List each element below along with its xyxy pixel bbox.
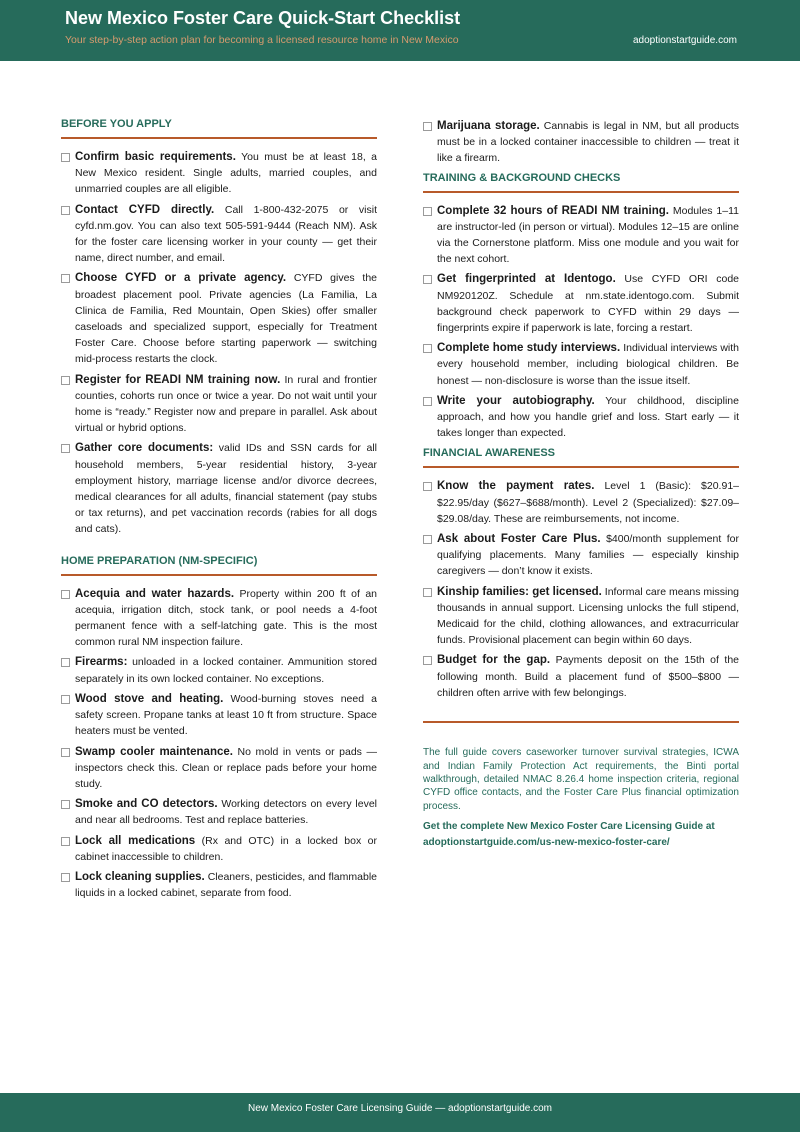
section-title: FINANCIAL AWARENESS: [423, 447, 739, 468]
checkbox[interactable]: [423, 207, 432, 216]
page-subtitle: Your step-by-step action plan for becoming a licensed resource home in New Mexico: [65, 34, 459, 46]
header-site-link[interactable]: adoptionstartguide.com: [633, 35, 737, 46]
checkbox[interactable]: [61, 153, 70, 162]
checkbox[interactable]: [61, 590, 70, 599]
item-lead: Choose CYFD or a private agency.: [75, 272, 287, 285]
item-lead: Confirm basic requirements.: [75, 151, 236, 163]
section-marijuana-continued: [423, 118, 739, 167]
item-lead: Contact CYFD directly.: [75, 203, 215, 216]
item-lead: Ask about Foster Care Plus.: [437, 533, 601, 546]
checklist-item: [61, 691, 377, 740]
section-title: BEFORE YOU APPLY: [61, 118, 377, 139]
item-lead: Complete home study interviews.: [437, 342, 621, 355]
checklist-item: [423, 531, 739, 580]
item-lead: Kinship families: get licensed.: [437, 585, 602, 598]
checklist-item: [61, 586, 377, 651]
item-text: Cannabis is legal in NM, but all products must be in a locked container inaccessible to children — treat it like a firearm.: [437, 120, 739, 165]
checkbox[interactable]: [61, 695, 70, 704]
section-title: TRAINING & BACKGROUND CHECKS: [423, 172, 739, 193]
item-lead: Swamp cooler maintenance.: [75, 745, 233, 758]
item-lead: Write your autobiography.: [437, 394, 595, 407]
checkbox[interactable]: [423, 397, 432, 406]
checkbox[interactable]: [61, 800, 70, 809]
page-footer: [0, 1093, 800, 1132]
checklist-item: [423, 340, 739, 389]
item-text: In rural and frontier counties, cohorts run once or twice a year. Do not wait until your home is “ready.” Register now and prepare in parallel. Ask about virtual or hybrid options.: [75, 373, 378, 435]
checklist-item: [423, 203, 739, 268]
item-text: Your childhood, discipline approach, and how you handle grief and loss. Start early — it takes longer than expected.: [437, 394, 739, 440]
section-before-you-apply: [61, 118, 377, 538]
checklist-item: [61, 744, 377, 793]
item-lead: Acequia and water hazards.: [75, 587, 235, 600]
item-text: (Rx and OTC) in a locked box or cabinet inaccessible to children.: [75, 834, 378, 863]
checklist-item: [61, 440, 377, 537]
item-lead: Know the payment rates.: [437, 480, 595, 493]
left-column: [61, 118, 377, 905]
item-text: valid IDs and SSN cards for all household members, 5-year residential history, 3-year employment history, marriage license and/or divorce decrees, medical clearances for all adults, financial statement (pay stubs or tax returns), and pet vaccination records (rabies for all dogs and cats).: [75, 442, 377, 536]
item-lead: Lock cleaning supplies.: [75, 870, 205, 883]
item-text: Individual interviews with every household member, including biological children. Be honest — non-disclosure is worse than the issue itself.: [437, 342, 739, 387]
checklist: [423, 118, 739, 167]
checklist-item: [423, 393, 739, 442]
checklist-item: [423, 478, 739, 527]
item-text: Modules 1–11 are instructor-led (in person or virtual). Modules 12–15 are online via the Cornerstone platform. Miss one module and you wait for the next cohort.: [437, 204, 740, 266]
item-lead: Budget for the gap.: [437, 654, 551, 667]
item-text: Informal care means missing thousands in annual support. Licensing unlocks the full stipend, Medicaid for the child, clothing allowances, and extracurricular funds. Provisional placement can begin within 60 days.: [437, 585, 740, 647]
item-text: unloaded in a locked container. Ammunition stored separately in its own locked container. No exceptions.: [75, 656, 377, 685]
item-text: Level 1 (Basic): $20.91–$22.95/day ($627–$688/month). Level 2 (Specialized): $27.09–$29.08/day. These are reimbursements, not income.: [437, 480, 739, 525]
checkbox[interactable]: [61, 837, 70, 846]
checklist-item: [61, 869, 377, 901]
checklist-item: [61, 270, 377, 367]
checkbox[interactable]: [61, 748, 70, 757]
checklist-item: [61, 796, 377, 828]
checkbox[interactable]: [423, 275, 432, 284]
checkbox[interactable]: [423, 656, 432, 665]
divider: [423, 721, 739, 723]
item-lead: Firearms:: [75, 656, 128, 669]
checklist: [423, 203, 739, 442]
item-text: No mold in vents or pads — inspectors check this. Clean or replace pads before your home study.: [75, 745, 378, 790]
item-text: Call 1-800-432-2075 or visit cyfd.nm.gov. You can also text 505-591-9444 (Reach NM). Ask for the foster care licensing worker in your county — get their name, direct number, and email.: [75, 203, 378, 265]
checkbox[interactable]: [61, 873, 70, 882]
item-text: Payments deposit on the 15th of the following month. Build a placement fund of $500–$800 — children often arrive with few belongings.: [437, 654, 739, 699]
right-column: [423, 118, 739, 851]
checklist-item: [423, 271, 739, 336]
checkbox[interactable]: [423, 588, 432, 597]
checklist-item: [423, 584, 739, 649]
checklist: [61, 149, 377, 538]
checklist-item: [423, 652, 739, 701]
promo-text: The full guide covers caseworker turnover survival strategies, ICWA and Indian Family Protection Act requirements, the Binti portal walkthrough, detailed NMAC 8.26.4 home inspection criteria, regional CYFD office contacts, and the Foster Care Plus financial optimization process.: [423, 747, 739, 812]
item-text: You must be at least 18, a New Mexico resident. Single adults, married couples, and unmarried couples are all eligible.: [75, 151, 378, 196]
guide-link[interactable]: Get the complete New Mexico Foster Care Licensing Guide at adoptionstartguide.com/us-new-mexico-foster-care/: [423, 821, 715, 849]
checklist-item: [61, 372, 377, 437]
checkbox[interactable]: [423, 535, 432, 544]
checkbox[interactable]: [423, 122, 432, 131]
item-lead: Gather core documents:: [75, 442, 214, 455]
item-text: $400/month supplement for qualifying placements. Many families — especially kinship caregivers — don’t know it exists.: [437, 533, 739, 578]
checkbox[interactable]: [61, 444, 70, 453]
checkbox[interactable]: [61, 206, 70, 215]
item-lead: Get fingerprinted at Identogo.: [437, 273, 616, 286]
checklist-item: [61, 202, 377, 267]
page-title: New Mexico Foster Care Quick-Start Checklist: [65, 8, 461, 28]
item-lead: Wood stove and heating.: [75, 692, 224, 705]
checkbox[interactable]: [61, 376, 70, 385]
checkbox[interactable]: [61, 274, 70, 283]
item-text: Cleaners, pesticides, and flammable liquids in a locked cabinet, separate from food.: [75, 870, 377, 900]
item-lead: Smoke and CO detectors.: [75, 798, 218, 811]
item-text: Use CYFD ORI code NM920120Z. Schedule at nm.state.identogo.com. Submit background check paperwork to CYFD within 29 days — fingerprints expire if paperwork is late, forcing a restart.: [437, 273, 740, 335]
section-financial: [423, 447, 739, 701]
item-lead: Complete 32 hours of READI NM training.: [437, 204, 669, 217]
item-text: Working detectors on every level and near all bedrooms. Test and replace batteries.: [75, 798, 377, 827]
checklist-item: [61, 833, 377, 865]
footer-text: New Mexico Foster Care Licensing Guide — adoptionstartguide.com: [247, 1103, 553, 1114]
checkbox[interactable]: [61, 658, 70, 667]
checklist-item: [423, 118, 739, 167]
page-header: [0, 0, 800, 61]
item-lead: Register for READI NM training now.: [75, 373, 281, 386]
item-text: CYFD gives the broadest placement pool. Private agencies (La Familia, La Clinica de Familia, Red Mountain, Open Skies) offer smaller caseloads and specialized support, especially for Treatment Foster Care. Choose before starting paperwork — switching mid-process restarts the clock.: [75, 272, 377, 366]
checklist-item: [61, 654, 377, 686]
checklist: [61, 586, 377, 902]
checkbox[interactable]: [423, 344, 432, 353]
item-lead: Lock all medications: [75, 834, 196, 847]
item-text: Property within 200 ft of an acequia, irrigation ditch, stock tank, or pool needs a 4-foot permanent fence with a self-latching gate. This is the most common rural NM inspection failure.: [75, 587, 378, 649]
section-training: [423, 172, 739, 442]
checklist: [423, 478, 739, 701]
checklist-item: [61, 149, 377, 198]
checkbox[interactable]: [423, 482, 432, 491]
item-text: Wood-burning stoves need a safety screen. Propane tanks at least 10 ft from structure. Space heaters must be vented.: [75, 692, 377, 738]
item-lead: Marijuana storage.: [437, 120, 540, 132]
section-title: HOME PREPARATION (NM-SPECIFIC): [61, 555, 377, 576]
section-home-preparation: [61, 555, 377, 902]
